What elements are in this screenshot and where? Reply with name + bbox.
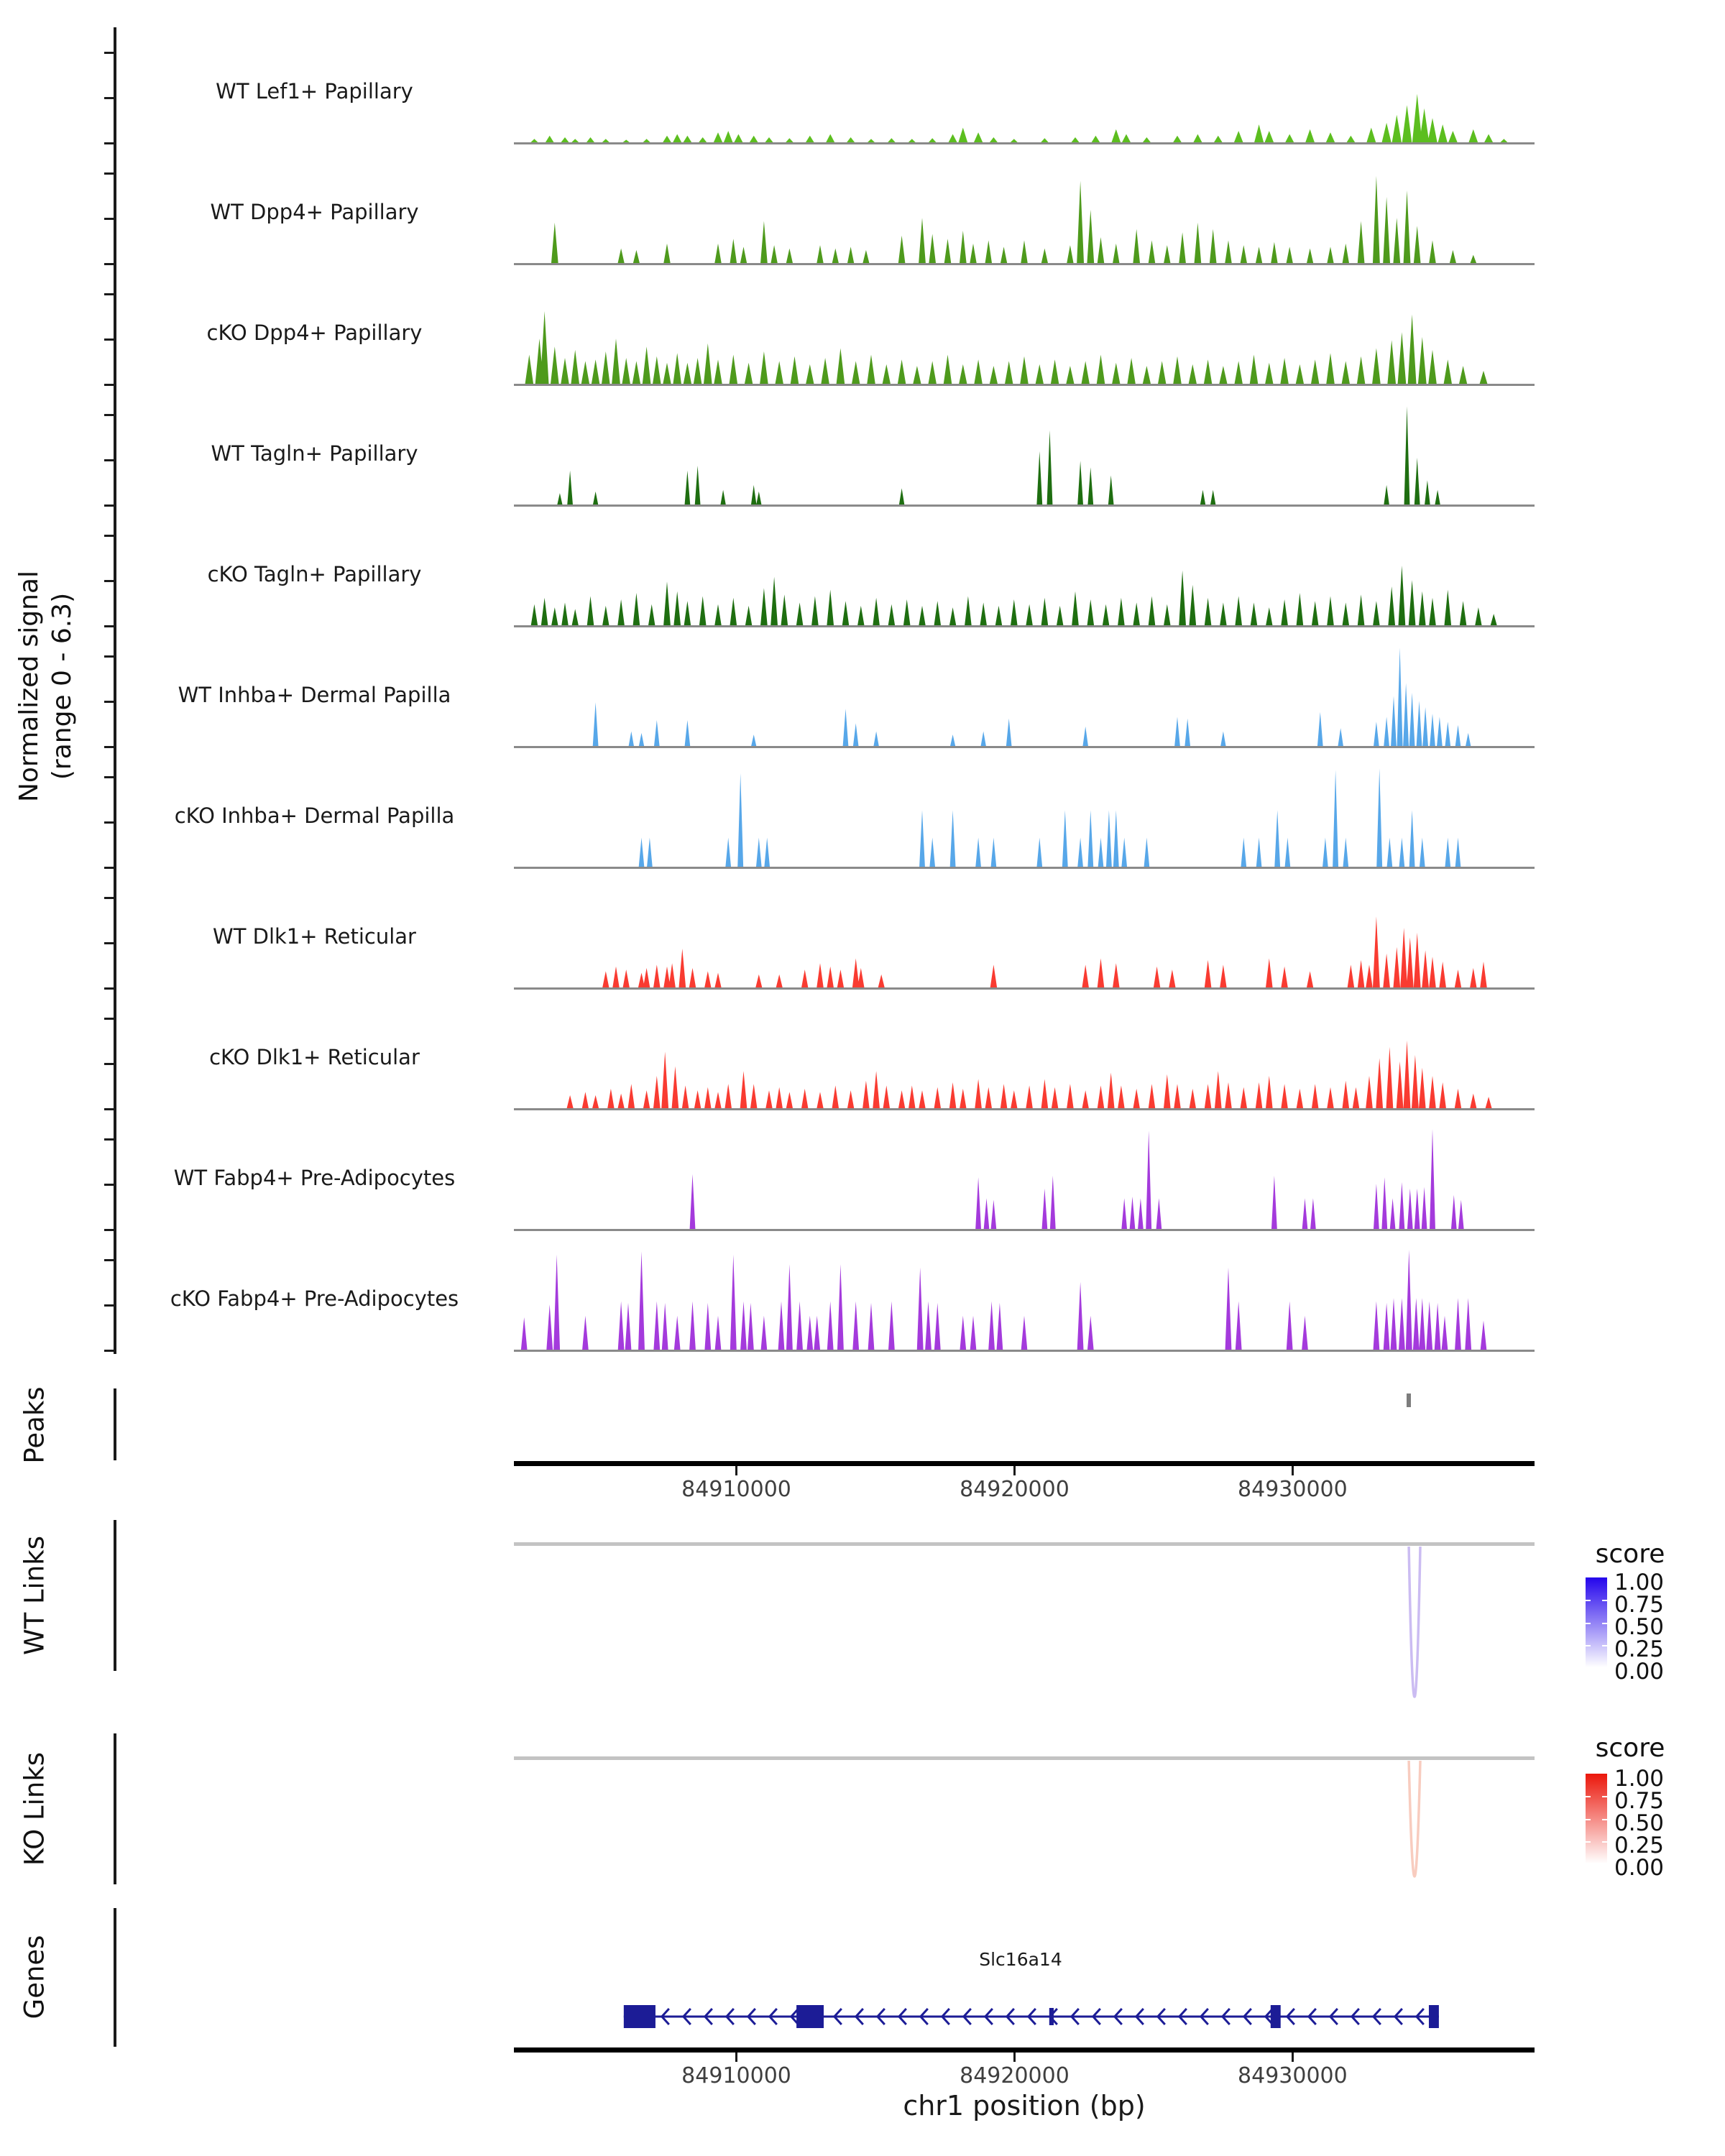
legend-bar-notch bbox=[1586, 1623, 1591, 1624]
signal-y-axis-tick bbox=[104, 1259, 115, 1261]
legend-bar-notch bbox=[1602, 1623, 1607, 1624]
legend-tick-label: 1.00 bbox=[1614, 1570, 1665, 1595]
coverage-path bbox=[514, 566, 1535, 627]
signal-y-axis-label bbox=[13, 571, 79, 802]
genome-axis-tick-label: 84920000 bbox=[960, 2063, 1070, 2088]
signal-y-axis-label-line1: Normalized signal bbox=[14, 570, 44, 803]
signal-y-axis-tick bbox=[104, 505, 115, 507]
legend-tick-label: 0.25 bbox=[1614, 1833, 1665, 1858]
track-coverage-area bbox=[514, 1247, 1535, 1351]
track-baseline bbox=[514, 1108, 1535, 1110]
legend-bar-notch bbox=[1586, 1819, 1591, 1820]
genes-bracket-line bbox=[114, 1908, 116, 2047]
track-label: cKO Fabp4+ Pre-Adipocytes bbox=[170, 1286, 459, 1311]
peaks-bracket-line bbox=[114, 1388, 116, 1460]
legend-tick-label: 0.50 bbox=[1614, 1614, 1665, 1640]
genome-axis-tick-label: 84930000 bbox=[1238, 1477, 1348, 1502]
track-baseline bbox=[514, 1229, 1535, 1231]
legend-bar-notch bbox=[1586, 1645, 1591, 1646]
signal-y-axis-tick bbox=[104, 1063, 115, 1065]
genome-axis-tick bbox=[735, 1466, 737, 1475]
genome-axis-title: chr1 position (bp) bbox=[903, 2090, 1146, 2122]
legend-tick-label: 0.75 bbox=[1614, 1592, 1665, 1618]
peaks-section-label: Peaks bbox=[19, 1386, 50, 1464]
track-baseline bbox=[514, 263, 1535, 265]
signal-y-axis-tick bbox=[104, 897, 115, 899]
signal-y-axis-tick bbox=[104, 821, 115, 824]
gene-name-label: Slc16a14 bbox=[979, 1949, 1062, 1970]
track-baseline bbox=[514, 505, 1535, 507]
track-label: cKO Dpp4+ Papillary bbox=[206, 321, 423, 345]
legend-bar-notch bbox=[1586, 1796, 1591, 1797]
track-label: WT Dpp4+ Papillary bbox=[210, 200, 419, 224]
legend-bar-notch bbox=[1586, 1841, 1591, 1843]
gene-exon bbox=[796, 2005, 824, 2028]
wt-links-loops bbox=[514, 1545, 1535, 1710]
track-label: WT Lef1+ Papillary bbox=[216, 79, 413, 103]
signal-y-axis-tick bbox=[104, 1018, 115, 1020]
wt-links-bracket-line bbox=[114, 1520, 116, 1671]
signal-y-axis-tick bbox=[104, 942, 115, 944]
signal-y-axis-tick bbox=[104, 1229, 115, 1231]
ko-links-bracket-line bbox=[114, 1733, 116, 1884]
peak-interval bbox=[1407, 1393, 1411, 1407]
signal-y-axis-tick bbox=[104, 987, 115, 990]
genome-axis-tick-label: 84910000 bbox=[681, 1477, 791, 1502]
signal-y-axis-tick bbox=[104, 97, 115, 99]
ko-links-loops bbox=[514, 1759, 1535, 1892]
signal-y-axis-tick bbox=[104, 1108, 115, 1110]
track-coverage-area bbox=[514, 764, 1535, 868]
coverage-path bbox=[514, 406, 1535, 506]
signal-y-axis-tick bbox=[104, 414, 115, 416]
track-baseline bbox=[514, 1350, 1535, 1352]
ko-links-section-label: KO Links bbox=[19, 1751, 50, 1866]
signal-y-axis-tick bbox=[104, 867, 115, 869]
signal-y-axis-tick bbox=[104, 1138, 115, 1141]
track-baseline bbox=[514, 142, 1535, 144]
legend-tick-label: 1.00 bbox=[1614, 1766, 1665, 1792]
track-coverage-area bbox=[514, 1005, 1535, 1110]
coverage-path bbox=[514, 1041, 1535, 1110]
signal-y-axis-tick bbox=[104, 580, 115, 582]
signal-y-axis-tick bbox=[104, 263, 115, 265]
legend-bar-notch bbox=[1602, 1645, 1607, 1646]
genome-axis-tick bbox=[1292, 2053, 1294, 2062]
track-label: cKO Dlk1+ Reticular bbox=[209, 1045, 420, 1069]
genome-axis-top bbox=[514, 1461, 1535, 1466]
gene-model bbox=[514, 1991, 1535, 2042]
legend-bar-notch bbox=[1602, 1600, 1607, 1601]
track-label: cKO Tagln+ Papillary bbox=[207, 562, 422, 586]
signal-y-axis-tick bbox=[104, 293, 115, 295]
signal-y-axis-tick bbox=[104, 1304, 115, 1307]
signal-y-axis-tick bbox=[104, 1350, 115, 1352]
signal-y-axis-tick bbox=[104, 172, 115, 175]
genome-axis-tick-label: 84930000 bbox=[1238, 2063, 1348, 2088]
legend-tick-label: 0.00 bbox=[1614, 1659, 1665, 1685]
link-loop bbox=[1409, 1547, 1420, 1697]
track-label: cKO Inhba+ Dermal Papilla bbox=[174, 803, 455, 828]
genome-axis-bottom bbox=[514, 2047, 1535, 2053]
legend-tick-label: 0.75 bbox=[1614, 1788, 1665, 1814]
track-label: WT Fabp4+ Pre-Adipocytes bbox=[173, 1166, 456, 1190]
signal-y-axis-tick bbox=[104, 338, 115, 341]
signal-y-axis-tick bbox=[104, 535, 115, 537]
legend-bar-notch bbox=[1602, 1819, 1607, 1820]
signal-y-axis-tick bbox=[104, 142, 115, 144]
signal-y-axis-tick bbox=[104, 459, 115, 461]
track-label: WT Tagln+ Papillary bbox=[211, 441, 418, 466]
signal-y-axis-tick bbox=[104, 746, 115, 748]
signal-y-axis-tick bbox=[104, 776, 115, 778]
coverage-path bbox=[514, 916, 1535, 989]
track-baseline bbox=[514, 987, 1535, 990]
legend-tick-label: 0.00 bbox=[1614, 1855, 1665, 1881]
track-coverage-area bbox=[514, 40, 1535, 144]
track-coverage-area bbox=[514, 885, 1535, 989]
coverage-path bbox=[514, 311, 1535, 385]
signal-y-axis-tick bbox=[104, 384, 115, 386]
genes-section-label: Genes bbox=[19, 1935, 50, 2019]
track-label: WT Inhba+ Dermal Papilla bbox=[178, 683, 451, 707]
legend-tick-label: 0.50 bbox=[1614, 1810, 1665, 1836]
track-coverage-area bbox=[514, 281, 1535, 385]
legend-bar-notch bbox=[1602, 1796, 1607, 1797]
legend-bar-notch bbox=[1602, 1841, 1607, 1843]
legend-tick-label: 0.25 bbox=[1614, 1636, 1665, 1662]
coverage-path bbox=[514, 1129, 1535, 1230]
genome-axis-tick bbox=[735, 2053, 737, 2062]
track-baseline bbox=[514, 625, 1535, 627]
signal-y-axis-tick bbox=[104, 218, 115, 220]
genome-axis-tick bbox=[1013, 2053, 1016, 2062]
signal-y-axis-tick bbox=[104, 655, 115, 658]
signal-y-axis-tick bbox=[104, 1184, 115, 1186]
gene-exon bbox=[1429, 2005, 1439, 2028]
gene-exon bbox=[1271, 2005, 1281, 2028]
track-baseline bbox=[514, 746, 1535, 748]
genome-axis-tick-label: 84910000 bbox=[681, 2063, 791, 2088]
coverage-path bbox=[514, 94, 1535, 144]
genome-axis-tick-label: 84920000 bbox=[960, 1477, 1070, 1502]
coverage-path bbox=[514, 176, 1535, 264]
link-loop bbox=[1409, 1761, 1420, 1876]
signal-y-axis-tick bbox=[104, 625, 115, 627]
track-baseline bbox=[514, 867, 1535, 869]
track-coverage-area bbox=[514, 643, 1535, 747]
signal-y-axis-tick bbox=[104, 701, 115, 703]
coverage-path bbox=[514, 1250, 1535, 1351]
genome-axis-tick bbox=[1013, 1466, 1016, 1475]
track-coverage-area bbox=[514, 160, 1535, 264]
track-coverage-area bbox=[514, 402, 1535, 506]
gene-exon bbox=[1049, 2008, 1054, 2025]
track-baseline bbox=[514, 384, 1535, 386]
wt-links-section-label: WT Links bbox=[19, 1536, 50, 1655]
gene-exon bbox=[624, 2005, 656, 2028]
signal-y-axis-label-line2: (range 0 - 6.3) bbox=[47, 592, 77, 780]
genome-axis-tick bbox=[1292, 1466, 1294, 1475]
coverage-path bbox=[514, 768, 1535, 868]
coverage-path bbox=[514, 648, 1535, 747]
track-coverage-area bbox=[514, 1126, 1535, 1230]
ko-score-legend-title: score bbox=[1595, 1733, 1665, 1763]
wt-score-legend-title: score bbox=[1595, 1539, 1665, 1569]
track-coverage-area bbox=[514, 522, 1535, 627]
track-label: WT Dlk1+ Reticular bbox=[213, 924, 416, 949]
signal-y-axis-tick bbox=[104, 52, 115, 54]
legend-bar-notch bbox=[1586, 1600, 1591, 1601]
